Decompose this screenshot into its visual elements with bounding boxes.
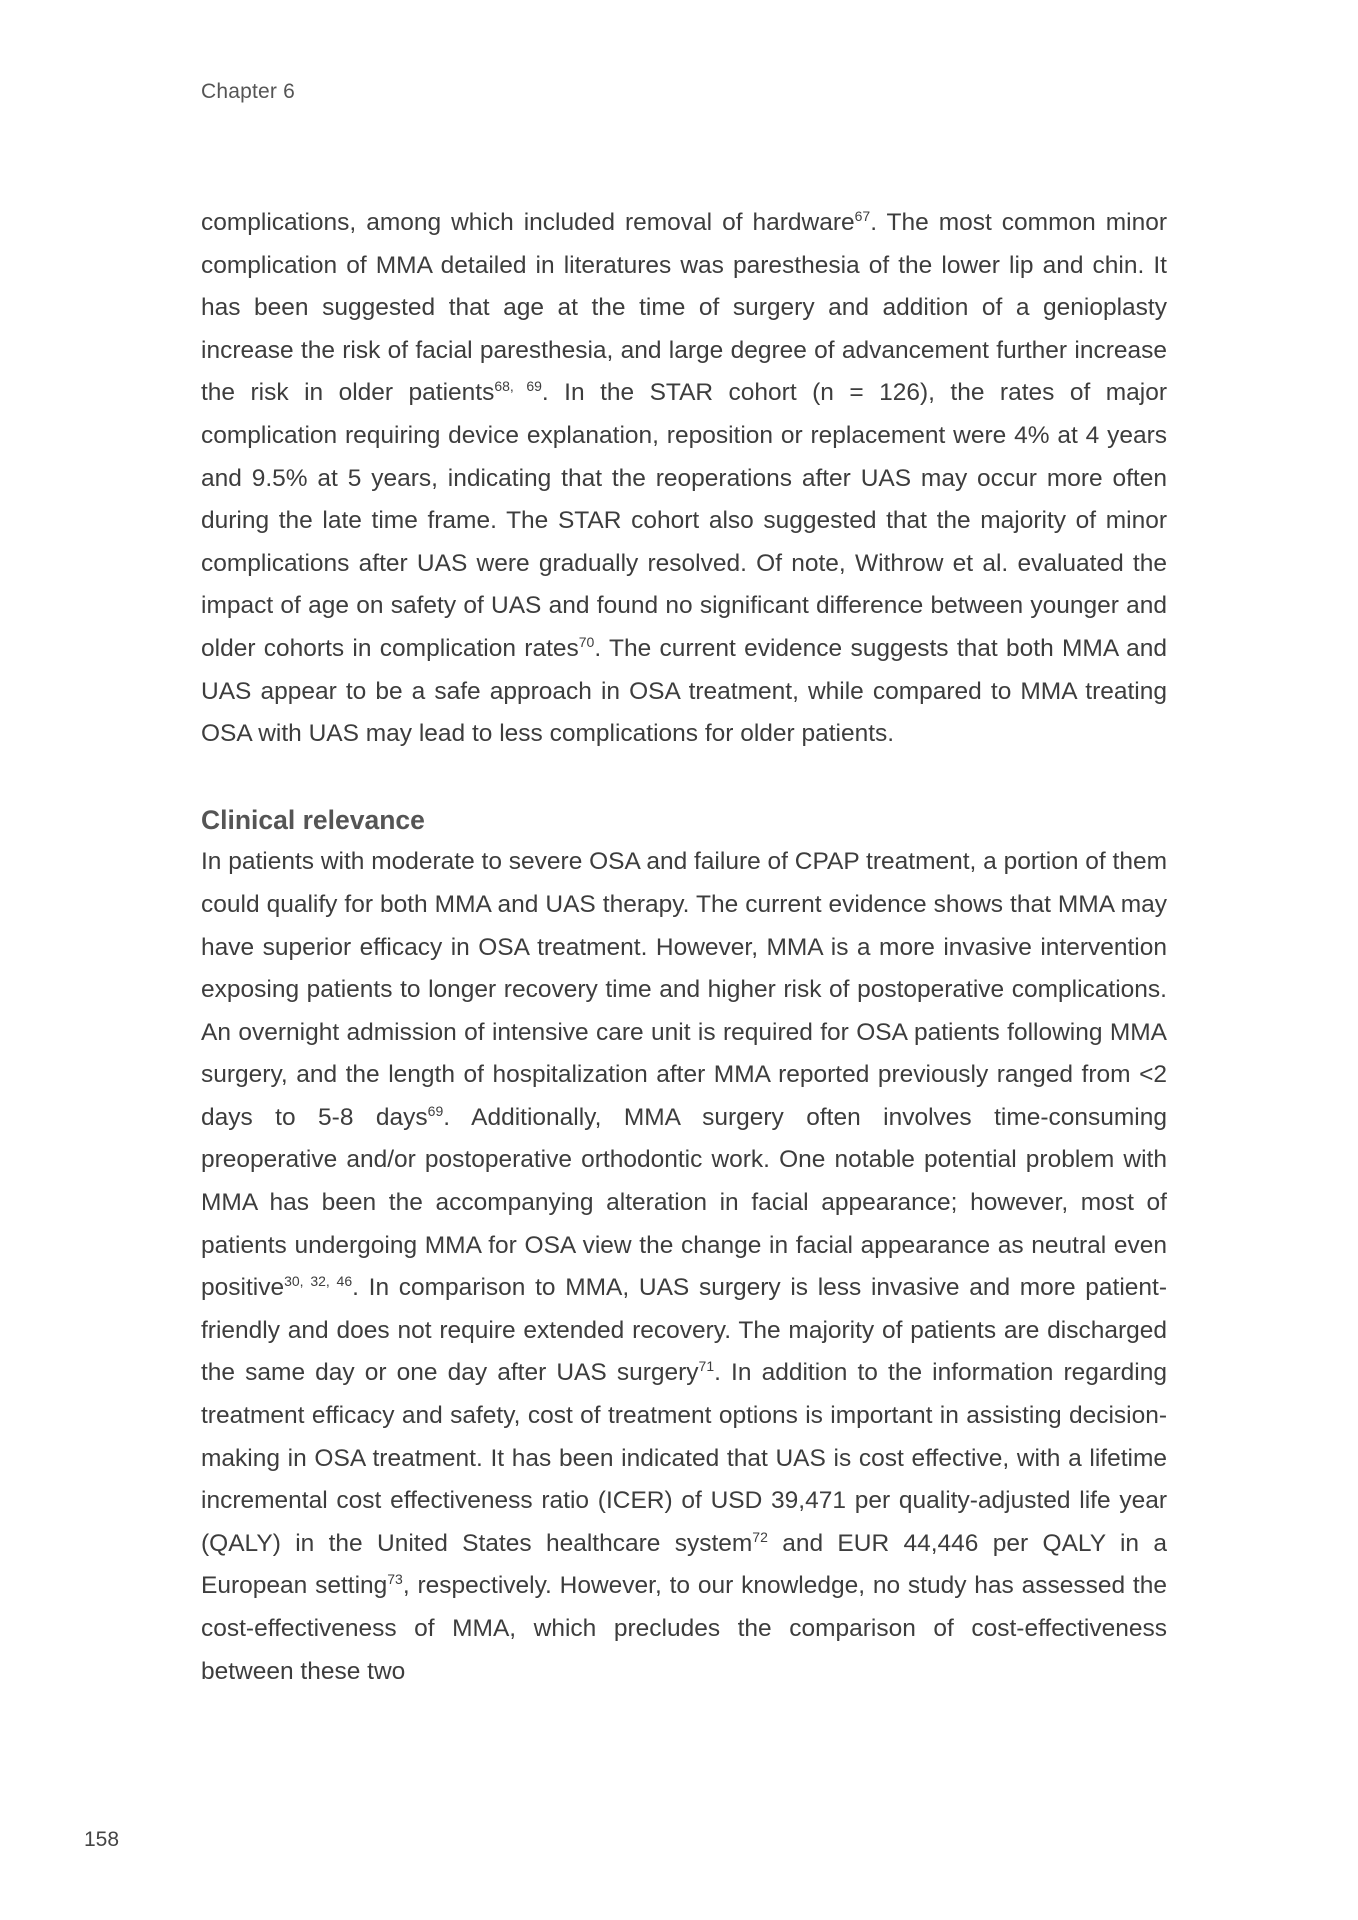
text-run: . Additionally, MMA surgery often involves time-consuming preoperative and/or postoperative orthodontic work. One notable potential problem with MMA has been the accompanying alteration in facial appearance; however, most of patients undergoing MMA for OSA view the change in facial appearance as neutral even positive	[201, 1103, 1167, 1302]
running-head: Chapter 6	[201, 80, 296, 103]
section-heading: Clinical relevance	[201, 804, 425, 835]
text-run: . The most common minor complication of MMA detailed in literatures was paresthesia of the lower lip and chin. It has been suggested that age at the time of surgery and addition of a genioplasty increase the risk of facial paresthesia, and large degree of advancement further increase the risk in older patients	[201, 209, 1167, 407]
main-text	[201, 202, 1167, 1693]
citation-ref: 30, 32, 46	[284, 1273, 353, 1290]
citation-ref: 67	[854, 208, 871, 224]
text-run: In patients with moderate to severe OSA and failure of CPAP treatment, a portion of them could qualify for both MMA and UAS therapy. The current evidence shows that MMA may have superior efficacy in OSA treatment. However, MMA is a more invasive intervention exposing patients to longer recovery time and higher risk of postoperative complications. An overnight admission of intensive care unit is required for OSA patients following MMA surgery, and the length of hospitalization after MMA reported previously ranged from <2 days to 5-8 days	[201, 848, 1168, 1131]
text-run: . In the STAR cohort (n = 126), the rates of major complication requiring device explanation, reposition or replacement were 4% at 4 years and 9.5% at 5 years, indicating that the reoperations after UAS may occur more often during the late time frame. The STAR cohort also suggested that the majority of minor complications after UAS were gradually resolved. Of note, Withrow et al. evaluated the impact of age on safety of UAS and found no significant difference between younger and older cohorts in complication rates	[201, 379, 1167, 662]
page-number: 158	[84, 1828, 120, 1851]
citation-ref: 71	[698, 1358, 715, 1375]
citation-ref: 70	[578, 633, 595, 650]
citation-ref: 69	[427, 1102, 444, 1119]
citation-ref: 72	[752, 1528, 768, 1545]
text-run: . In addition to the information regarding treatment efficacy and safety, cost of treatment options is important in assisting decision-making in OSA treatment. It has been indicated that UAS is cost effective, with a lifetime incremental cost effectiveness ratio (ICER) of USD 39,471 per quality-adjusted life year (QALY) in the United States healthcare system	[201, 1359, 1167, 1557]
citation-ref: 68, 69	[494, 378, 542, 395]
text-run: and EUR 44,446 per QALY in a European setting	[201, 1529, 1167, 1600]
citation-ref: 73	[387, 1571, 403, 1588]
text-run: complications, among which included removal of hardware	[201, 209, 855, 236]
text-run: , respectively. However, to our knowledge, no study has assessed the cost-effectiveness of MMA, which precludes the comparison of cost-effectiveness between these two	[201, 1572, 1167, 1685]
text-run: . The current evidence suggests that both MMA and UAS appear to be a safe approach in OSA treatment, while compared to MMA treating OSA with UAS may lead to less complications for older patients.	[201, 634, 1167, 748]
body-paragraph-complications	[201, 202, 1167, 756]
body-paragraph-clinical-relevance	[201, 841, 1167, 1693]
text-run: . In comparison to MMA, UAS surgery is less invasive and more patient-friendly and does not require extended recovery. The majority of patients are discharged the same day or one day after UAS surgery	[201, 1274, 1167, 1387]
